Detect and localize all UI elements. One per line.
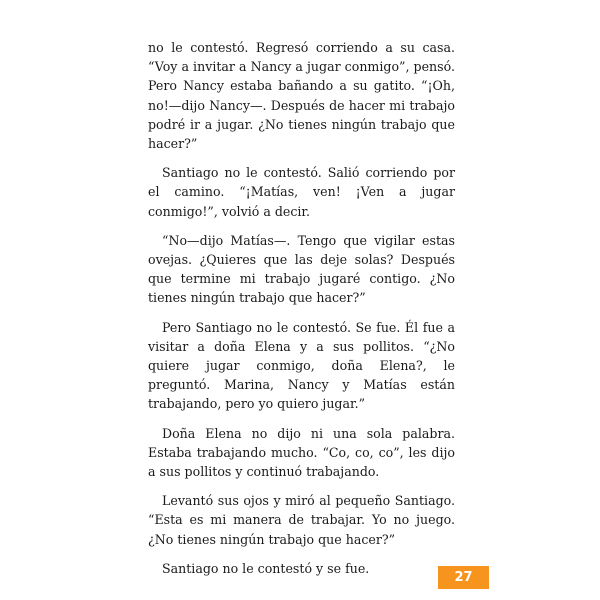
page-number: 27 [454, 570, 473, 585]
paragraph-1: no le contestó. Regresó corriendo a su casa. “Voy a invitar a Nancy a jugar conmigo”, pensó. Pero Nancy estaba bañando a su gatito. “¡Oh, no!—dijo Nancy—. Después de hacer mi trabajo podré ir a jugar. ¿No tienes ningún trabajo que hacer?” [148, 40, 455, 152]
story-text [148, 38, 455, 588]
paragraph-7: Santiago no le contestó y se fue. [162, 560, 370, 576]
paragraph-2: Santiago no le contestó. Salió corriendo por el camino. “¡Matías, ven! ¡Ven a jugar conmigo!”, volvió a decir. [148, 165, 455, 219]
paragraph-4: Pero Santiago no le contestó. Se fue. Él fue a visitar a doña Elena y a sus pollitos. “¿No quiere jugar conmigo, doña Elena?, le preguntó. Marina, Nancy y Matías están trabajando, pero yo quiero jugar.” [148, 319, 455, 412]
paragraph-5: Doña Elena no dijo ni una sola palabra. Estaba trabajando mucho. “Co, co, co”, les dijo a sus pollitos y continuó trabajando. [148, 425, 455, 480]
paragraph-6: Levantó sus ojos y miró al pequeño Santiago. “Esta es mi manera de trabajar. Yo no juego. ¿No tienes ningún trabajo que hacer?” [148, 493, 455, 547]
page-number-badge [438, 566, 489, 589]
paragraph-3: “No—dijo Matías—. Tengo que vigilar estas ovejas. ¿Quieres que las deje solas? Después que termine mi trabajo jugaré contigo. ¿No tienes ningún trabajo que hacer?” [148, 232, 455, 306]
